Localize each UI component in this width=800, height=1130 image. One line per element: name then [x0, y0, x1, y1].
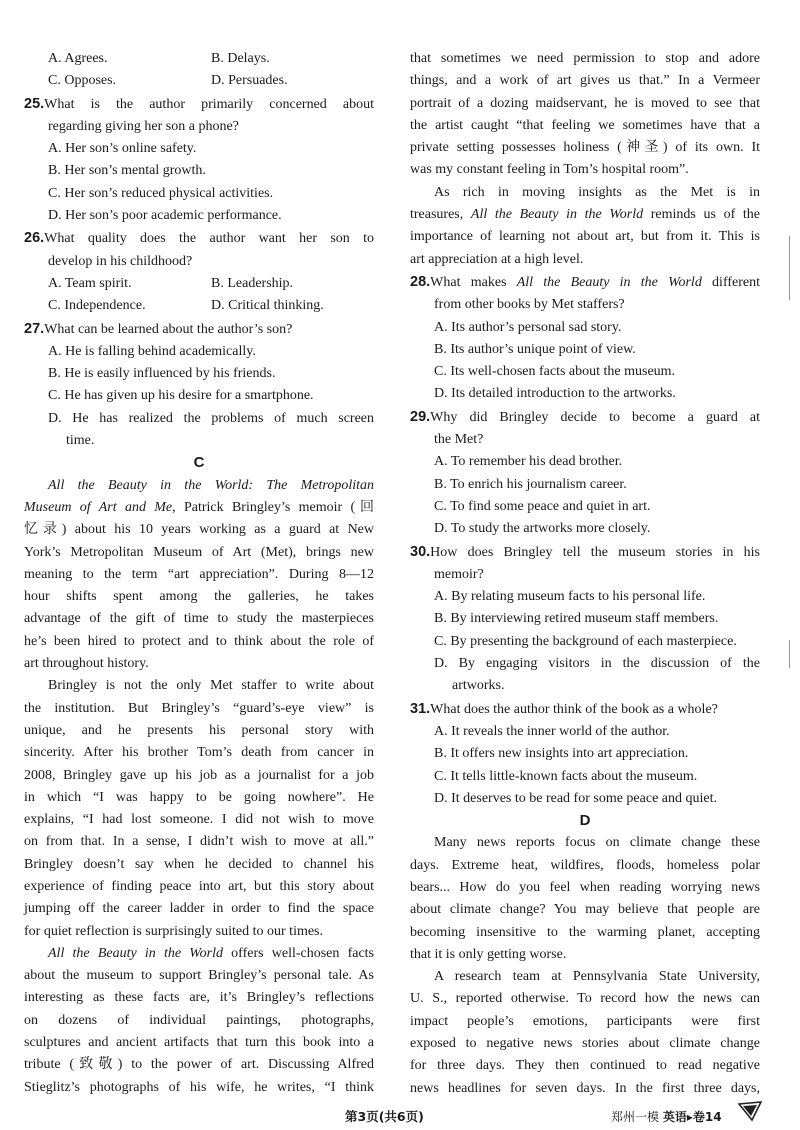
q24-option-b[interactable]: B. Delays.: [211, 51, 270, 66]
q28-number: 28.: [410, 273, 431, 290]
text-line: As rich in moving insights as the Met is in: [434, 184, 760, 200]
q24-options-row1: [24, 48, 374, 70]
q25-stem-line1: [24, 93, 374, 116]
q26-option-a[interactable]: A. Team spirit.: [48, 275, 132, 291]
section-d-heading: D: [579, 812, 591, 830]
q25-option-d[interactable]: D. Her son’s poor academic performance.: [48, 208, 282, 224]
q30-stem-line2: memoir?: [434, 566, 484, 582]
q31-option-a[interactable]: A. It reveals the inner world of the author.: [434, 723, 670, 739]
text-line: portrait of a dozing maidservant, he is moved to see that: [410, 95, 760, 111]
q27-option-c[interactable]: C. He has given up his desire for a smartphone.: [48, 388, 314, 404]
q29-stem: Why did Bringley decide to become a guard at: [430, 409, 760, 425]
text-line: Stieglitz’s photographs of his wife, he writes, “I think: [24, 1079, 374, 1095]
text-line: was my constant feeling in Tom’s hospital room”.: [410, 162, 689, 178]
q28-stem-line1: [410, 271, 760, 294]
text-line: he’s been hired to protect and to think about the role of: [24, 633, 374, 649]
text-line: U. S., reported otherwise. To record how the news can: [410, 991, 760, 1007]
right-column: [410, 48, 760, 1100]
passage-c-paragraph-1: [24, 475, 374, 676]
q26-option-d[interactable]: D. Critical thinking.: [211, 298, 324, 314]
text-line: [24, 943, 374, 965]
book-title: Museum of Art and Me: [24, 499, 173, 515]
text-line: news headlines for seven days. In the first three days,: [410, 1080, 760, 1096]
passage-c-paragraph-3: [24, 943, 374, 1099]
q31-stem: What does the author think of the book as a whole?: [430, 701, 718, 717]
text-line: things, and a work of art gives us that.” In a Vermeer: [410, 73, 760, 89]
q29-stem-line2: the Met?: [434, 432, 484, 448]
page-number: 第3页(共6页): [345, 1109, 424, 1124]
passage-c-paragraph-4: [410, 182, 760, 271]
text-line: that sometimes we need permission to stop and adore: [410, 51, 760, 66]
text-line: Bringley is not the only Met staffer to write about: [48, 678, 374, 694]
text-run: reminds us of the: [643, 207, 760, 223]
q25-stem: What is the author primarily concerned about: [44, 96, 374, 112]
text-run: , Patrick Bringley’s memoir (回: [172, 499, 374, 515]
exam-name: 郑州一模: [611, 1110, 660, 1124]
text-line: meaning to the term “art appreciation”. During 8—12: [24, 566, 374, 582]
q25-stem-line2: regarding giving her son a phone?: [48, 118, 239, 134]
page-footer: [0, 1106, 800, 1126]
text-line: on from that. In a sense, I didn’t wish to move at all.”: [24, 834, 374, 850]
q27-option-d-cont[interactable]: time.: [66, 433, 95, 449]
passage-d-paragraph-1: [410, 832, 760, 966]
q30-option-c[interactable]: C. By presenting the background of each masterpiece.: [434, 633, 737, 649]
q29-option-a[interactable]: A. To remember his dead brother.: [434, 454, 623, 470]
margin-mark: [789, 640, 790, 668]
q26-stem-line2: develop in his childhood?: [48, 253, 193, 269]
text-line: private setting possesses holiness (神圣) of its own. It: [410, 140, 760, 156]
q27-option-b[interactable]: B. He is easily influenced by his friends.: [48, 366, 276, 382]
passage-d-paragraph-2: [410, 966, 760, 1100]
text-run: treasures,: [410, 207, 471, 223]
text-line: experience of finding peace into art, but this story about: [24, 878, 374, 894]
text-line: [24, 475, 374, 497]
margin-mark: [789, 236, 790, 300]
text-line: about the museum to support Bringley’s personal tale. As: [24, 968, 374, 984]
text-line: the artist caught “that feeling we sometimes have that a: [410, 117, 760, 133]
q28-option-b[interactable]: B. Its author’s unique point of view.: [434, 341, 636, 357]
q27-number: 27.: [24, 320, 45, 337]
text-line: unique, and he presents his personal story with: [24, 722, 374, 738]
passage-c-paragraph-2: [24, 675, 374, 943]
q24-options-row2: [24, 70, 374, 92]
arrow-logo-icon: [738, 1100, 762, 1122]
q27-option-a[interactable]: A. He is falling behind academically.: [48, 343, 256, 359]
q26-number: 26.: [24, 230, 45, 247]
q26-options-row2: [24, 295, 374, 317]
text-line: about climate change? You may believe that people are: [410, 902, 760, 918]
q29-stem-line1: [410, 406, 760, 429]
text-line: bears... How do you feel when reading worrying news: [410, 879, 760, 895]
q28-option-c[interactable]: C. Its well-chosen facts about the museum.: [434, 364, 676, 380]
q25-number: 25.: [24, 95, 45, 112]
text-line: in which “I was happy to be going nowhere”. He: [24, 789, 374, 805]
text-line: York’s Metropolitan Museum of Art (Met), brings new: [24, 544, 374, 560]
text-line: 2008, Bringley gave up his job as a journalist for a job: [24, 767, 374, 783]
q31-stem-line: [410, 698, 760, 721]
text-line: for quiet reflection is surprisingly suited to our times.: [24, 923, 324, 939]
left-column: [24, 48, 374, 1099]
q26-stem: What quality does the author want her son to: [44, 231, 374, 247]
text-line: sincerity. After his brother Tom’s death from cancer in: [24, 745, 374, 761]
q25-option-b[interactable]: B. Her son’s mental growth.: [48, 163, 206, 179]
q29-option-d[interactable]: D. To study the artworks more closely.: [434, 521, 651, 537]
text-line: advantage of the gift of time to study the masterpieces: [24, 611, 374, 627]
book-title: All the Beauty in the World: [470, 207, 644, 223]
q29-option-b[interactable]: B. To enrich his journalism career.: [434, 476, 627, 492]
q30-option-d-cont[interactable]: artworks.: [452, 678, 505, 694]
q31-option-b[interactable]: B. It offers new insights into art appreciation.: [434, 746, 689, 762]
q24-option-d[interactable]: D. Persuades.: [211, 73, 288, 89]
text-line: importance of learning not about art, but from it. This is: [410, 229, 760, 245]
text-line: for three days. They then continued to read negative: [410, 1058, 760, 1074]
text-line: art throughout history.: [24, 656, 149, 672]
q31-number: 31.: [410, 700, 431, 717]
q24-option-c[interactable]: C. Opposes.: [48, 73, 117, 89]
text-line: art appreciation at a high level.: [410, 251, 584, 267]
text-line: A research team at Pennsylvania State University,: [434, 969, 760, 985]
subject-name: 英语: [662, 1110, 687, 1124]
q28-option-d[interactable]: D. Its detailed introduction to the artworks.: [434, 386, 676, 402]
text-line: that it is only getting worse.: [410, 946, 567, 962]
text-line: Bringley doesn’t say when he decided to channel his: [24, 856, 374, 872]
paper-number: 卷14: [692, 1110, 722, 1124]
text-line: tribute (致敬) to the power of art. Discussing Alfred: [24, 1057, 374, 1073]
q28-stem: What makes: [430, 274, 517, 290]
text-line: days. Extreme heat, wildfires, floods, homeless polar: [410, 857, 760, 873]
text-line: 忆录) about his 10 years working as a guard at New: [24, 522, 374, 538]
text-line: sculptures and ancient artifacts that turn this book into a: [24, 1035, 374, 1051]
q26-stem-line1: [24, 227, 374, 250]
text-line: interesting as these facts are, it’s Bringley’s reflections: [24, 990, 374, 1006]
q27-stem-line: [24, 318, 374, 341]
q25-option-c[interactable]: C. Her son’s reduced physical activities.: [48, 185, 274, 201]
passage-c-continuation: [410, 48, 760, 182]
text-line: [410, 204, 760, 226]
q30-option-a[interactable]: A. By relating museum facts to his personal life.: [434, 589, 706, 605]
q28-stem-line2: from other books by Met staffers?: [434, 297, 625, 313]
q28-option-a[interactable]: A. Its author’s personal sad story.: [434, 319, 622, 335]
q27-stem: What can be learned about the author’s son?: [44, 321, 293, 337]
book-title: All the Beauty in the World: [516, 274, 702, 290]
text-line: the institution. But Bringley’s “guard’s-eye view” is: [24, 700, 374, 716]
book-title: All the Beauty in the World: [48, 945, 223, 961]
q25-option-a[interactable]: A. Her son’s online safety.: [48, 141, 197, 157]
text-line: [24, 497, 374, 519]
q30-option-d[interactable]: D. By engaging visitors in the discussion of the: [434, 656, 760, 672]
q26-options-row1: [24, 273, 374, 295]
text-line: hour shifts spent among the galleries, he takes: [24, 589, 374, 605]
book-title: All the Beauty in the World: The Metropolitan: [48, 477, 374, 493]
q26-option-c[interactable]: C. Independence.: [48, 298, 146, 314]
q24-option-a[interactable]: A. Agrees.: [48, 51, 108, 66]
text-line: explains, “I had lost someone. I did not wish to move: [24, 812, 374, 828]
text-line: exposed to negative news stories about climate change: [410, 1036, 760, 1052]
text-line: Many news reports focus on climate change these: [434, 835, 760, 851]
q30-number: 30.: [410, 543, 431, 560]
text-line: on dozens of individual paintings, photographs,: [24, 1012, 374, 1028]
q30-stem: How does Bringley tell the museum stories in his: [430, 544, 760, 560]
text-run: offers well-chosen facts: [222, 945, 375, 961]
q31-option-c[interactable]: C. It tells little-known facts about the museum.: [434, 768, 698, 784]
q29-number: 29.: [410, 408, 431, 425]
q28-stem: different: [701, 274, 760, 290]
q30-stem-line1: [410, 541, 760, 564]
q31-option-d[interactable]: D. It deserves to be read for some peace and quiet.: [434, 790, 717, 806]
q29-option-c[interactable]: C. To find some peace and quiet in art.: [434, 498, 651, 514]
text-line: impact people’s emotions, participants were first: [410, 1013, 760, 1029]
text-line: jumping off the career ladder in order to find the space: [24, 901, 374, 917]
q30-option-b[interactable]: B. By interviewing retired museum staff members.: [434, 611, 719, 627]
text-line: becoming insensitive to the warming planet, accepting: [410, 924, 760, 940]
q26-option-b[interactable]: B. Leadership.: [211, 275, 294, 291]
exam-brand: 郑州一模 英语▸卷14: [611, 1110, 722, 1124]
section-c-heading: C: [193, 454, 205, 472]
q27-option-d[interactable]: D. He has realized the problems of much screen: [48, 410, 374, 426]
